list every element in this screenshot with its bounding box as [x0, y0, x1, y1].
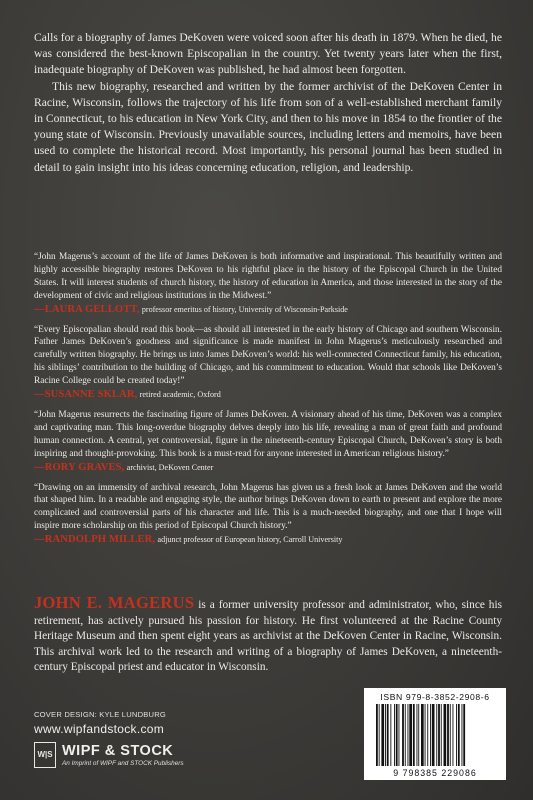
- author-bio: [34, 595, 502, 676]
- endorser-name: —LAURA GELLOTT,: [34, 303, 140, 315]
- isbn-label: ISBN 979-8-3852-2908-6: [380, 692, 490, 702]
- endorsement-text: “Drawing on an immensity of archival research, John Magerus has given us a fresh look at James DeKoven and the world that shaped him. In a readable and engaging style, the author brings DeKoven down to earth to present and explore the more complicated and controversial parts of his character and life. This is a much-needed biography, and one that I hope will inspire more scholarship on this period of Episcopal Church history.”: [34, 482, 502, 532]
- publisher-logo: [34, 742, 254, 768]
- endorsement-attribution: [34, 304, 502, 317]
- endorsement: [34, 409, 502, 475]
- endorser-title: professor emeritus of history, University of Wisconsin-Parkside: [141, 304, 348, 314]
- endorsements: [34, 251, 502, 554]
- barcode-number: 9 798385 229086: [393, 768, 477, 778]
- barcode-box: [364, 688, 506, 780]
- author-bio-text: is a former university professor and administrator, who, since his retirement, has actively pursued his passion for history. He first volunteered at the Racine County Heritage Museum and then spent eight years as archivist at the DeKoven Center in Racine, Wisconsin. This archival work led to the research and writing of a biography of James DeKoven, a nineteenth-century Episcopal priest and educator in Wisconsin.: [34, 599, 502, 674]
- endorsement-text: “Every Episcopalian should read this book—as should all interested in the early history of Chicago and southern Wisconsin. Father James DeKoven’s goodness and significance is made manifest in John Magerus’s meticulously researched and carefully written biography. He brings us into James DeKoven’s world: his well-connected Connecticut family, his education, his siblings’ contribution to the building of Chicago, and his commitment to education. Would that schools like DeKoven’s Racine College could be created today!”: [34, 324, 502, 387]
- publisher-logo-icon: W|S: [34, 742, 56, 768]
- endorser-title: retired academic, Oxford: [139, 390, 221, 400]
- endorsement: [34, 251, 502, 317]
- publisher-name: WIPF & STOCK: [62, 742, 174, 759]
- endorsement-attribution: [34, 462, 502, 475]
- endorsement-attribution: [34, 389, 502, 402]
- endorsement: [34, 482, 502, 548]
- endorsement: [34, 324, 502, 402]
- endorsement-text: “John Magerus’s account of the life of James DeKoven is both informative and inspirational. This beautifully written and highly accessible biography restores DeKoven to his rightful place in the history of the Episcopal Church in the United States. It will interest students of church history, the history of education in America, and those interested in the story of the development of civic and religious institutions in the Midwest.”: [34, 252, 502, 301]
- endorser-title: archivist, DeKoven Center: [126, 462, 214, 472]
- endorser-name: —SUSANNE SKLAR,: [34, 389, 138, 401]
- endorser-title: adjunct professor of European history, Carroll University: [157, 535, 343, 545]
- endorser-name: —RANDOLPH MILLER,: [34, 534, 156, 546]
- endorser-name: —RORY GRAVES,: [34, 461, 125, 473]
- cover-design-credit: COVER DESIGN: KYLE LUNDBURG: [34, 710, 166, 719]
- publisher-website: www.wipfandstock.com: [34, 722, 165, 736]
- endorsement-attribution: [34, 534, 502, 547]
- description-paragraph: This new biography, researched and written by the former archivist of the DeKoven Center in Racine, Wisconsin, follows the trajectory of his life from son of a well-established merchant family in Connecticut, to his education in New York City, and then to his move in 1854 to the frontier of the young state of Wisconsin. Previously unavailable sources, including letters and memoirs, have been used to complete the historical record. Most importantly, his personal journal has been studied in detail to gain insight into his ideas concerning education, religion, and leadership.: [34, 79, 502, 174]
- publisher-subtitle: An Imprint of WIPF and STOCK Publishers: [62, 759, 184, 767]
- publisher-text: [62, 744, 184, 767]
- description-paragraph: Calls for a biography of James DeKoven were voiced soon after his death in 1879. When he died, he was considered the best-known Episcopalian in the country. Yet twenty years later when the first, inadequate biography of DeKoven was published, he had almost been forgotten.: [34, 31, 502, 77]
- author-name: JOHN E. MAGERUS: [34, 593, 195, 612]
- credits: [34, 710, 254, 768]
- endorsement-text: “John Magerus resurrects the fascinating figure of James DeKoven. A visionary ahead of his time, DeKoven was a complex and captivating man. This long-overdue biography delves deeply into his life, revealing a man of great faith and profound human connection. A central, yet controversial, figure in the nineteenth-century Episcopal Church, DeKoven’s story is both inspiring and thought-provoking. This book is a must-read for anyone interested in American religious history.”: [34, 409, 502, 459]
- description: [34, 30, 502, 176]
- barcode-icon: [374, 704, 496, 766]
